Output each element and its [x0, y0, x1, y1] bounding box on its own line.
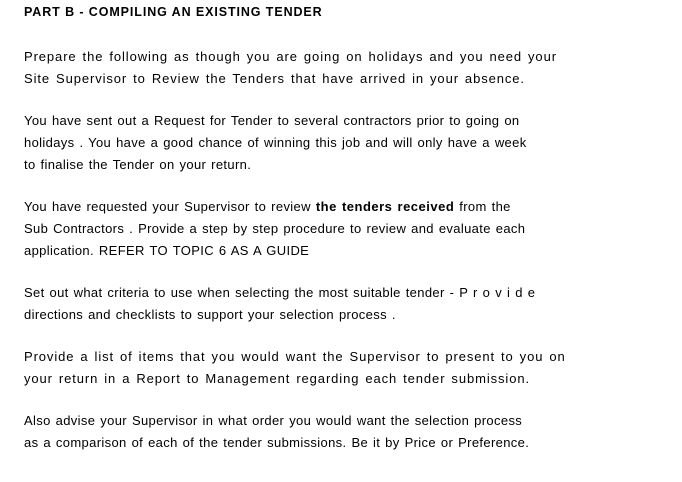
paragraph-4: [24, 282, 658, 326]
page-title: PART B - COMPILING AN EXISTING TENDER: [24, 5, 323, 19]
spacer: [24, 90, 658, 110]
paragraph-1: [24, 46, 658, 90]
paragraph-1-line-1: Prepare the following as though you are going on holidays and you need your: [24, 49, 557, 65]
spacer: [24, 20, 658, 46]
paragraph-2-line-3: to finalise the Tender on your return.: [24, 157, 252, 173]
paragraph-3-line-3: application. REFER TO TOPIC 6 AS A GUIDE: [24, 243, 310, 259]
paragraph-4-line-2: directions and checklists to support your selection process .: [24, 307, 396, 323]
paragraph-1-line-2: Site Supervisor to Review the Tenders that have arrived in your absence.: [24, 71, 525, 87]
paragraph-2-line-2: holidays . You have a good chance of winning this job and will only have a week: [24, 135, 527, 151]
paragraph-5-line-2: your return in a Report to Management regarding each tender submission.: [24, 371, 530, 387]
spacer: [24, 262, 658, 282]
paragraph-5-line-1: Provide a list of items that you would want the Supervisor to present to you on: [24, 349, 566, 365]
paragraph-6: [24, 410, 658, 454]
paragraph-2: [24, 110, 658, 176]
spacer: [24, 176, 658, 196]
spacer: [24, 390, 658, 410]
paragraph-3: [24, 196, 658, 262]
paragraph-3-line-1-prefix: You have requested your Supervisor to review: [24, 199, 316, 215]
paragraph-6-line-1: Also advise your Supervisor in what order you would want the selection process: [24, 413, 523, 429]
spacer: [24, 326, 658, 346]
paragraph-4-line-1: Set out what criteria to use when selecting the most suitable tender - P r o v i d e: [24, 285, 536, 301]
paragraph-3-line-2: Sub Contractors . Provide a step by step procedure to review and evaluate each: [24, 221, 526, 237]
paragraph-2-line-1: You have sent out a Request for Tender to several contractors prior to going on: [24, 113, 520, 129]
paragraph-5: [24, 346, 658, 390]
paragraph-3-line-1-suffix: from the: [454, 199, 511, 215]
paragraph-3-emphasis: the tenders received: [315, 199, 455, 215]
paragraph-6-line-2: as a comparison of each of the tender submissions. Be it by Price or Preference.: [24, 435, 530, 451]
